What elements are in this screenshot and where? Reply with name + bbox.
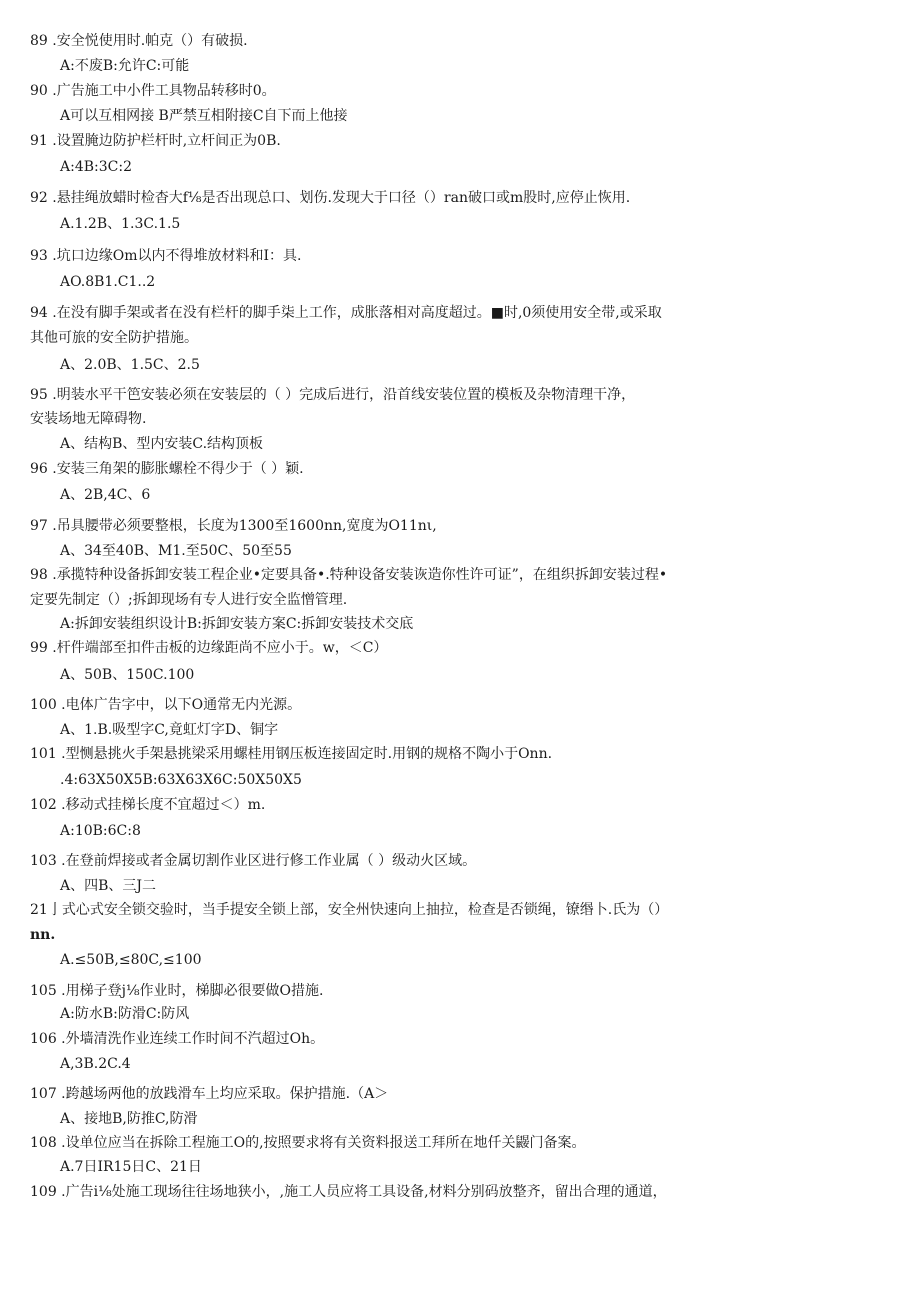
text-line: 安装场地无障碍物.: [30, 411, 147, 427]
text-line: 102 .移动式挂梯长度不宜超过＜）m.: [30, 797, 266, 813]
text-line: A、四B、三J二: [60, 878, 157, 894]
text-line: 21亅式心式安全锁交验时，当手提安全锁上部，安全州快速向上抽拉，检查是否锁绳，镣缗卜.氏为（）: [30, 902, 669, 918]
text-line: A:不废B:允许C:可能: [60, 58, 190, 74]
text-line: 97 .吊具腰带必须要整根，长度为1300至1600nn,宽度为O11nι,: [30, 518, 437, 534]
text-line: A、2.0B、1.5C、2.5: [60, 357, 200, 373]
text-line: A、接地B,防推C,防滑: [60, 1111, 198, 1127]
text-line: A、1.B.吸型字C,竟虹灯字D、铜字: [60, 722, 279, 738]
text-line: A:拆卸安装组织设计B:拆卸安装方案C:拆卸安装技术交底: [60, 616, 414, 632]
text-line: 定要先制定（）;拆卸现场有专人进行安全监憎管理.: [30, 592, 348, 608]
text-line: A:4B:3C:2: [60, 159, 132, 175]
text-line: 90 .广告施工中小件工具物品转移时0。: [30, 83, 276, 99]
text-line: A、34至40B、M1.至50C、50至55: [60, 543, 292, 559]
text-line: 98 .承揽特种设备拆卸安装工程企业•定要具备•.特种设备安装诙造你性许可证”，在组织拆卸安装过程•: [30, 567, 668, 583]
text-line: 89 .安全悦使用时.帕克（）有破损.: [30, 33, 248, 49]
text-line: 106 .外墙清洗作业连续工作时间不汽超过Oh。: [30, 1031, 325, 1047]
text-line: A.7日IR15日C、21日: [60, 1159, 202, 1175]
text-line: 101 .型恻悬挑火手架悬挑梁采用螺桂用钢压板连接固定时.用钢的规格不陶小于Onn.: [30, 746, 553, 762]
text-line: A.≤50B,≤80C,≤100: [60, 952, 202, 968]
text-line: 105 .用梯子登j⅛作业时，梯脚必很要做O措施.: [30, 983, 324, 999]
text-line: 107 .跨越场两他的放践滑车上均应采取。保护措施.（A＞: [30, 1086, 389, 1102]
text-line: A、2B,4C、6: [60, 487, 151, 503]
text-line: .4:63X50X5B:63X63X6C:50X50X5: [60, 772, 302, 788]
text-line: 103 .在登前焊接或者金属切割作业区进行修工作业属（ ）级动火区域。: [30, 853, 477, 869]
text-line: A,3B.2C.4: [60, 1056, 131, 1072]
text-line: 108 .设单位应当在拆除工程施工O的,按照要求将有关资料报送工拜所在地仟关鼹门备案。: [30, 1135, 586, 1151]
text-line: nn.: [30, 927, 56, 943]
text-line: A:10B:6C:8: [60, 823, 141, 839]
text-line: A、结构B、型内安装C.结构顶板: [60, 436, 264, 452]
text-line: A、50B、150C.100: [60, 667, 195, 683]
text-line: 109 .广告i⅛处施工现场往往场地狭小，,施工人员应将工具设备,材料分别码放整齐，留出合理的通道，: [30, 1184, 667, 1200]
text-line: 100 .电体广告字中，以下O通常无内光源。: [30, 697, 302, 713]
text-line: AO.8B1.C1..2: [60, 274, 156, 290]
text-line: 94 .在没有脚手架或者在没有栏杆的脚手柒上工作，成胀落相对高度超过。■时,0须使用安全带,或采取: [30, 305, 662, 321]
text-line: 93 .坑口边缘Om以内不得堆放材料和I：具.: [30, 248, 302, 264]
text-line: 其他可旅的安全防护措施。: [30, 330, 198, 346]
text-line: A:防水B:防滑C:防风: [60, 1006, 190, 1022]
text-line: 99 .杆件端部至扣件击板的边缘距尚不应小于。w，＜C）: [30, 640, 388, 656]
text-line: 92 .悬挂绳放蜡时检杳大f⅛是否出现总口、划伤.发现大于口径（）ran破口或m股时,应停止恢用.: [30, 190, 631, 206]
text-line: 96 .安装三角架的膨胀螺栓不得少于（ ）颖.: [30, 461, 304, 477]
text-line: A可以互相网接 B严禁互相附接C自下而上他接: [60, 108, 348, 124]
text-line: 95 .明装水平干笆安装必须在安装层的（ ）完成后进行，沿首线安装位置的模板及杂物清理干净，: [30, 387, 636, 403]
text-line: 91 .设置腌边防护栏杆时,立杆间正为0B.: [30, 133, 281, 149]
text-line: A.1.2B、1.3C.1.5: [60, 216, 181, 232]
